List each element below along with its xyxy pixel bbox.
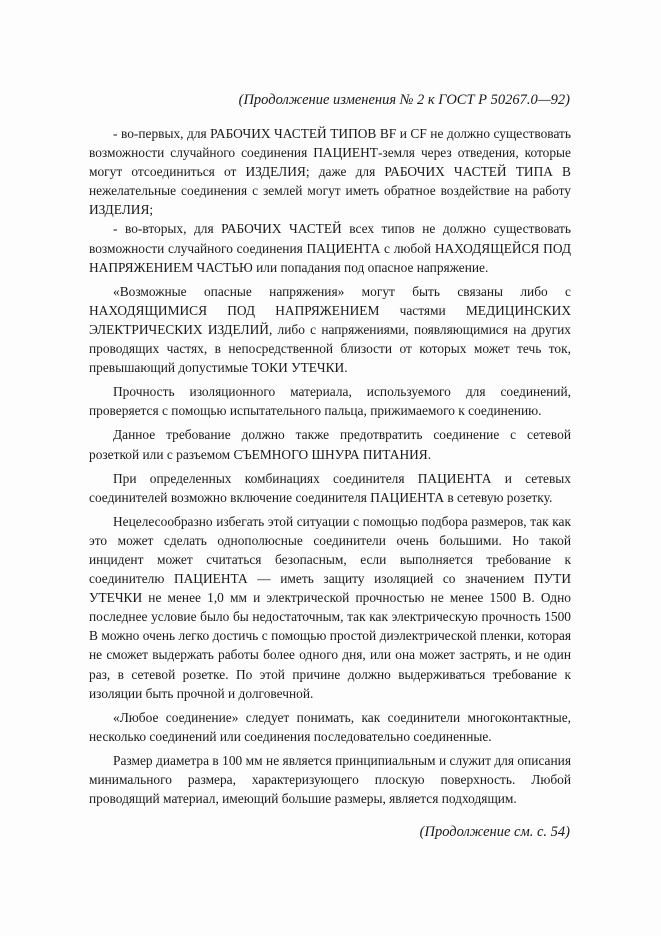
paragraph-socket-requirement: Данное требование должно также предотвратить соединение с сетевой розеткой или с разъемом СЪЕМНОГО ШНУРА ПИТАНИЯ. [89,427,571,462]
paragraph-any-connection: «Любое соединение» следует понимать, как соединители многоконтактные, несколько соединений или соединения последовательно соединенные. [89,709,571,744]
paragraph-size-selection: Нецелесообразно избегать этой ситуации с помощью подбора размеров, так как это может сделать однополюсные соединители очень большими. Но такой инцидент может считаться безопасным, если выполняется требование к соединителю ПАЦИЕНТА — иметь защиту изоляцией со значением ПУТИ УТЕЧКИ не менее 1,0 мм и электрической прочностью не менее 1500 В. Одно последнее условие было бы недостаточным, так как электрическую прочность 1500 В можно очень легко достичь с помощью простой диэлектрической пленки, которая не сможет выдержать работы более одного дня, или она может застрять, и не один раз, в сетевой розетке. По этой причине должно выдерживаться требование к изоляции быть прочной и долговечной. [89,513,571,701]
paragraph-second-clause: - во-вторых, для РАБОЧИХ ЧАСТЕЙ всех типов не должно существовать возможности случайного соединения ПАЦИЕНТА с любой НАХОДЯЩЕЙСЯ ПОД НАПРЯЖЕНИЕМ ЧАСТЬЮ или попадания под опасное напряжение. [89,221,571,275]
document-body [89,124,571,808]
paragraph-dangerous-voltages: «Возможные опасные напряжения» могут быть связаны либо с НАХОДЯЩИМИСЯ ПОД НАПРЯЖЕНИЕМ частями МЕДИЦИНСКИХ ЭЛЕКТРИЧЕСКИХ ИЗДЕЛИЙ, либо с напряжениями, появляющимися на других проводящих частях, в непосредственной близости от которых может течь ток, превышающий допустимые ТОКИ УТЕЧКИ. [89,283,571,376]
paragraph-first-clause: - во-первых, для РАБОЧИХ ЧАСТЕЙ ТИПОВ BF и CF не должно существовать возможности случайного соединения ПАЦИЕНТ-земля через отведения, которые могут отсоединиться от ИЗДЕЛИЯ; даже для РАБОЧИХ ЧАСТЕЙ ТИПА В нежелательные соединения с землей могут иметь обратное воздействие на работу ИЗДЕЛИЯ; [89,126,571,218]
paragraph-insulation-strength: Прочность изоляционного материала, используемого для соединений, проверяется с помощью испытательного пальца, прижимаемого к соединению. [89,384,571,419]
continuation-header: (Продолжение изменения № 2 к ГОСТ Р 50267.0—92) [238,92,570,108]
paragraph-connector-combinations: При определенных комбинациях соединителя ПАЦИЕНТА и сетевых соединителей возможно включение соединителя ПАЦИЕНТА в сетевую розетку. [89,470,571,505]
paragraph-diameter: Размер диаметра в 100 мм не является принципиальным и служит для описания минимального размера, характеризующего плоскую поверхность. Любой проводящий материал, имеющий большие размеры, является подходящим. [89,752,571,807]
continuation-footer: (Продолжение см. с. 54) [419,824,570,840]
